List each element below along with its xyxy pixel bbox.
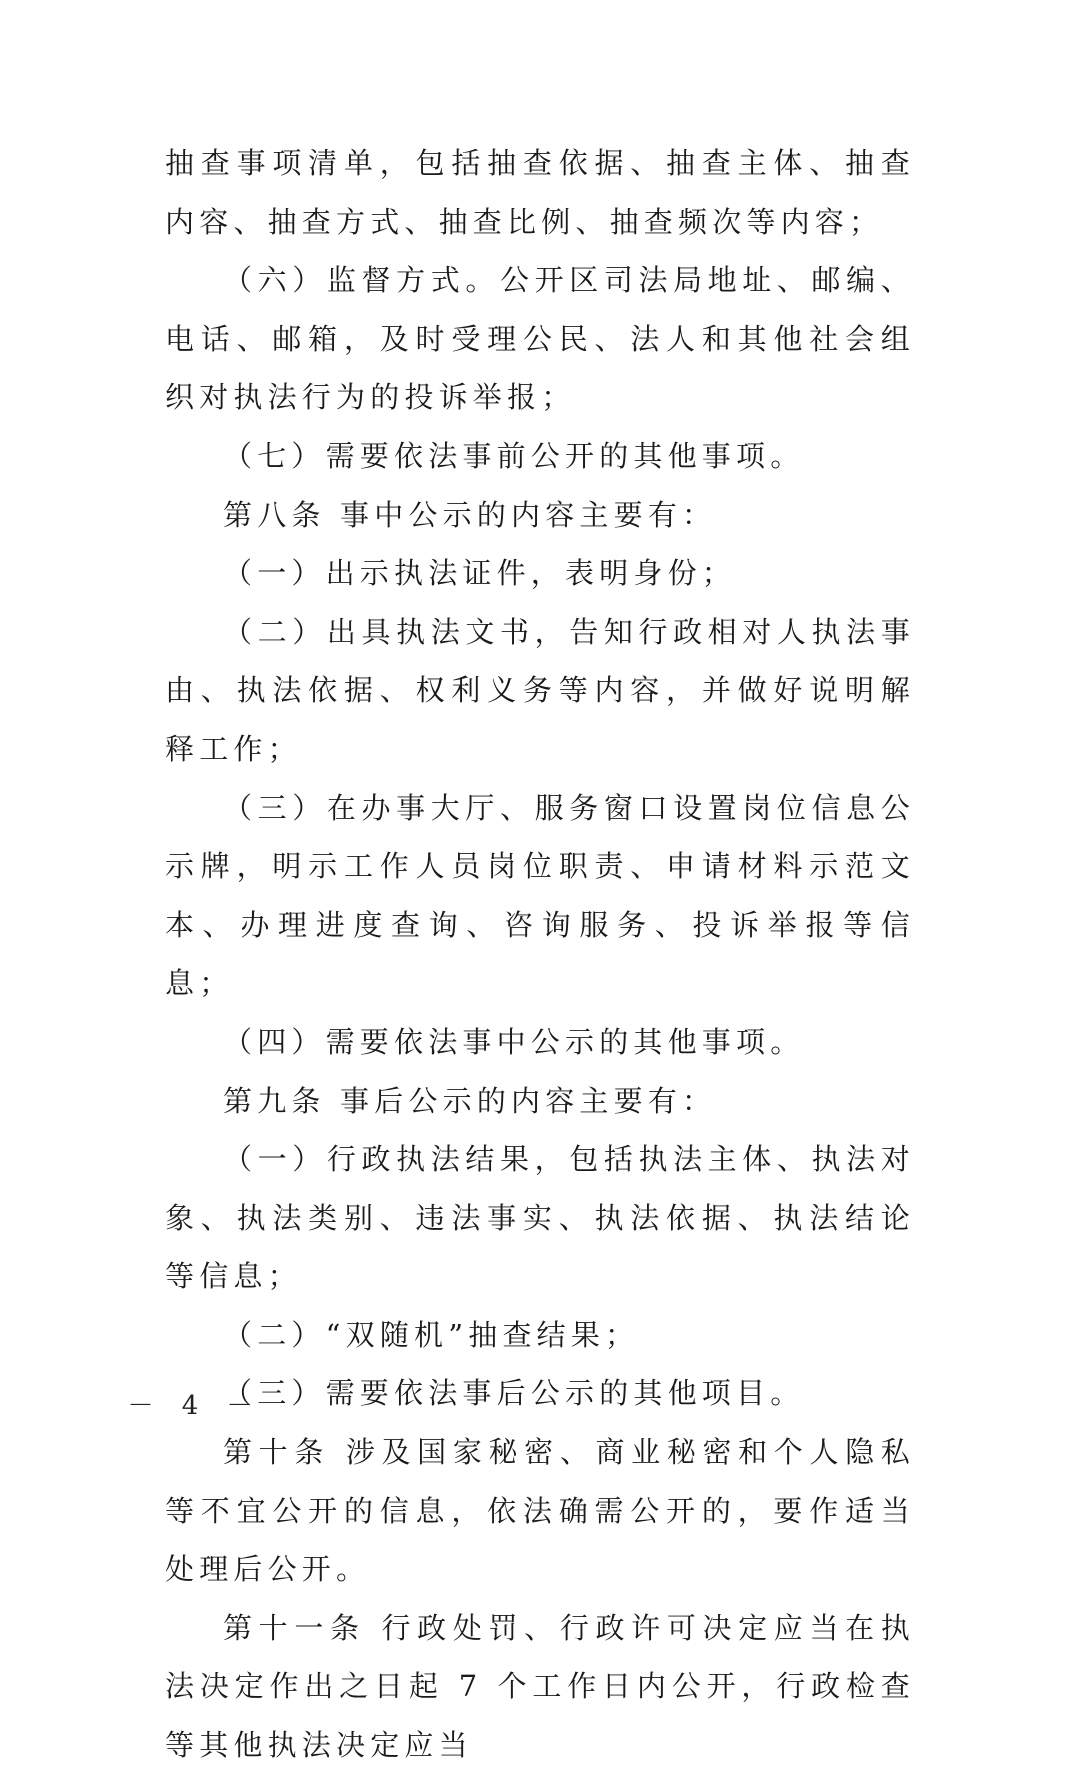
- page-number: － 4 －: [127, 1391, 263, 1421]
- paragraph: （一）出示执法证件，表明身份；: [223, 556, 737, 591]
- paragraph: （三）需要依法事后公示的其他项目。: [223, 1376, 805, 1411]
- paragraph: （二）“双随机”抽查结果；: [223, 1317, 640, 1352]
- paragraph: （一）行政执法结果，包括执法主体、执法对象、执法类别、违法事实、执法依据、执法结论等信息；: [165, 1142, 915, 1294]
- paragraph: （四）需要依法事中公示的其他事项。: [223, 1024, 805, 1059]
- paragraph: （二）出具执法文书，告知行政相对人执法事由、执法依据、权利义务等内容，并做好说明解释工作；: [165, 614, 915, 766]
- paragraph: （六）监督方式。公开区司法局地址、邮编、电话、邮箱，及时受理公民、法人和其他社会组织对执法行为的投诉举报；: [165, 263, 915, 415]
- paragraph: （七）需要依法事前公开的其他事项。: [223, 438, 805, 473]
- document-body: [165, 134, 915, 1775]
- article-11: 第十一条 行政处罚、行政许可决定应当在执法决定作出之日起 7 个工作日内公开，行政检查等其他执法决定应当: [165, 1610, 915, 1763]
- article-heading-9: 第九条 事后公示的内容主要有：: [223, 1083, 717, 1118]
- paragraph: 抽查事项清单，包括抽查依据、抽查主体、抽查内容、抽查方式、抽查比例、抽查频次等内容；: [165, 146, 915, 239]
- paragraph: （三）在办事大厅、服务窗口设置岗位信息公示牌，明示工作人员岗位职责、申请材料示范文本、办理进度查询、咨询服务、投诉举报等信息；: [165, 790, 915, 1001]
- article-10: 第十条 涉及国家秘密、商业秘密和个人隐私等不宜公开的信息，依法确需公开的，要作适当处理后公开。: [165, 1435, 915, 1587]
- article-heading-8: 第八条 事中公示的内容主要有：: [223, 497, 717, 532]
